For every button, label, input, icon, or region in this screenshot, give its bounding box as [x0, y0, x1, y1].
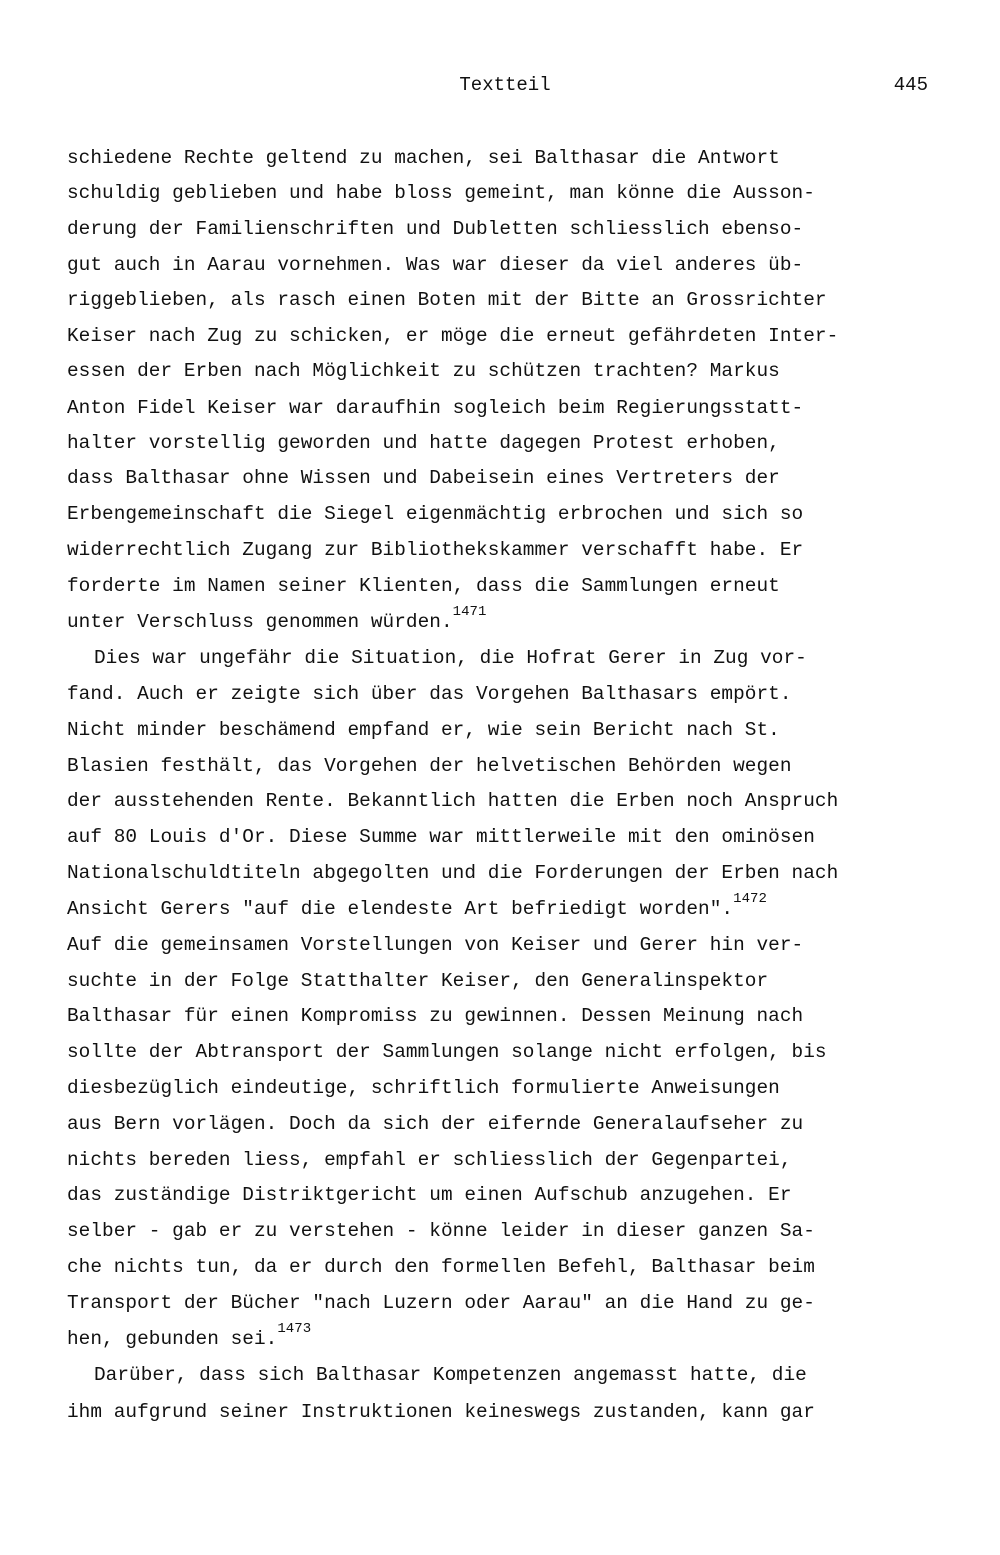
running-title: Textteil — [459, 74, 551, 96]
text-line: selber - gab er zu verstehen - könne leider in dieser ganzen Sa- — [67, 1220, 815, 1242]
page-number: 445 — [893, 74, 928, 96]
text-line: dass Balthasar ohne Wissen und Dabeisein eines Vertreters der — [67, 467, 780, 489]
footnote-marker: 1472 — [733, 891, 767, 907]
text-line: gut auch in Aarau vornehmen. Was war dieser da viel anderes üb- — [67, 254, 804, 276]
text-line: halter vorstellig geworden und hatte dagegen Protest erhoben, — [67, 432, 780, 454]
text-line: forderte im Namen seiner Klienten, dass die Sammlungen erneut — [67, 575, 780, 597]
text-line: sollte der Abtransport der Sammlungen solange nicht erfolgen, bis — [67, 1041, 827, 1063]
text-line: unter Verschluss genommen würden.$^{1471}$ — [67, 604, 487, 633]
text-line: suchte in der Folge Statthalter Keiser, den Generalinspektor — [67, 970, 769, 992]
text-line: der ausstehenden Rente. Bekanntlich hatten die Erben noch Anspruch — [67, 790, 839, 812]
text-line: Darüber, dass sich Balthasar Kompetenzen angemasst hatte, die — [94, 1364, 807, 1386]
text-line: diesbezüglich eindeutige, schriftlich formulierte Anweisungen — [67, 1077, 780, 1099]
text-line: widerrechtlich Zugang zur Bibliothekskammer verschafft habe. Er — [67, 539, 804, 561]
text-line: das zuständige Distriktgericht um einen Aufschub anzugehen. Er — [67, 1184, 792, 1206]
text-line: Transport der Bücher "nach Luzern oder Aarau" an die Hand zu ge- — [67, 1292, 815, 1314]
text-line: schiedene Rechte geltend zu machen, sei Balthasar die Antwort — [67, 147, 780, 169]
text-line: ihm aufgrund seiner Instruktionen keineswegs zustanden, kann gar — [67, 1401, 815, 1423]
page-header — [0, 70, 1000, 100]
text-line: riggeblieben, als rasch einen Boten mit der Bitte an Grossrichter — [67, 289, 827, 311]
text-line: hen, gebunden sei.$^{1473}$ — [67, 1321, 312, 1350]
text-line: Erbengemeinschaft die Siegel eigenmächtig erbrochen und sich so — [67, 503, 804, 525]
text-line: Anton Fidel Keiser war daraufhin sogleich beim Regierungsstatt- — [67, 397, 804, 419]
text-line: fand. Auch er zeigte sich über das Vorgehen Balthasars empört. — [67, 683, 792, 705]
text-line: nichts bereden liess, empfahl er schliesslich der Gegenpartei, — [67, 1149, 792, 1171]
footnote-marker: 1471 — [452, 604, 487, 620]
text-line: Nicht minder beschämend empfand er, wie sein Bericht nach St. — [67, 719, 780, 741]
text-line: essen der Erben nach Möglichkeit zu schützen trachten? Markus — [67, 360, 780, 382]
text-line: Dies war ungefähr die Situation, die Hofrat Gerer in Zug vor- — [94, 647, 807, 669]
text-line: Balthasar für einen Kompromiss zu gewinnen. Dessen Meinung nach — [67, 1005, 804, 1027]
text-line: aus Bern vorlägen. Doch da sich der eifernde Generalaufseher zu — [67, 1113, 804, 1135]
footnote-marker: 1473 — [277, 1321, 312, 1337]
text-line: Keiser nach Zug zu schicken, er möge die erneut gefährdeten Inter- — [67, 325, 839, 347]
text-line: che nichts tun, da er durch den formellen Befehl, Balthasar beim — [67, 1256, 815, 1278]
text-line: derung der Familienschriften und Dubletten schliesslich ebenso- — [67, 218, 804, 240]
text-line: schuldig geblieben und habe bloss gemeint, man könne die Ausson- — [67, 182, 815, 204]
text-line: Nationalschuldtiteln abgegolten und die Forderungen der Erben nach — [67, 862, 839, 884]
text-line: Ansicht Gerers "auf die elendeste Art befriedigt worden".$^{1472}$ — [67, 891, 767, 920]
text-line: Auf die gemeinsamen Vorstellungen von Keiser und Gerer hin ver- — [67, 934, 804, 956]
text-line: auf 80 Louis d'Or. Diese Summe war mittlerweile mit den ominösen — [67, 826, 815, 848]
text-line: Blasien festhält, das Vorgehen der helvetischen Behörden wegen — [67, 755, 792, 777]
